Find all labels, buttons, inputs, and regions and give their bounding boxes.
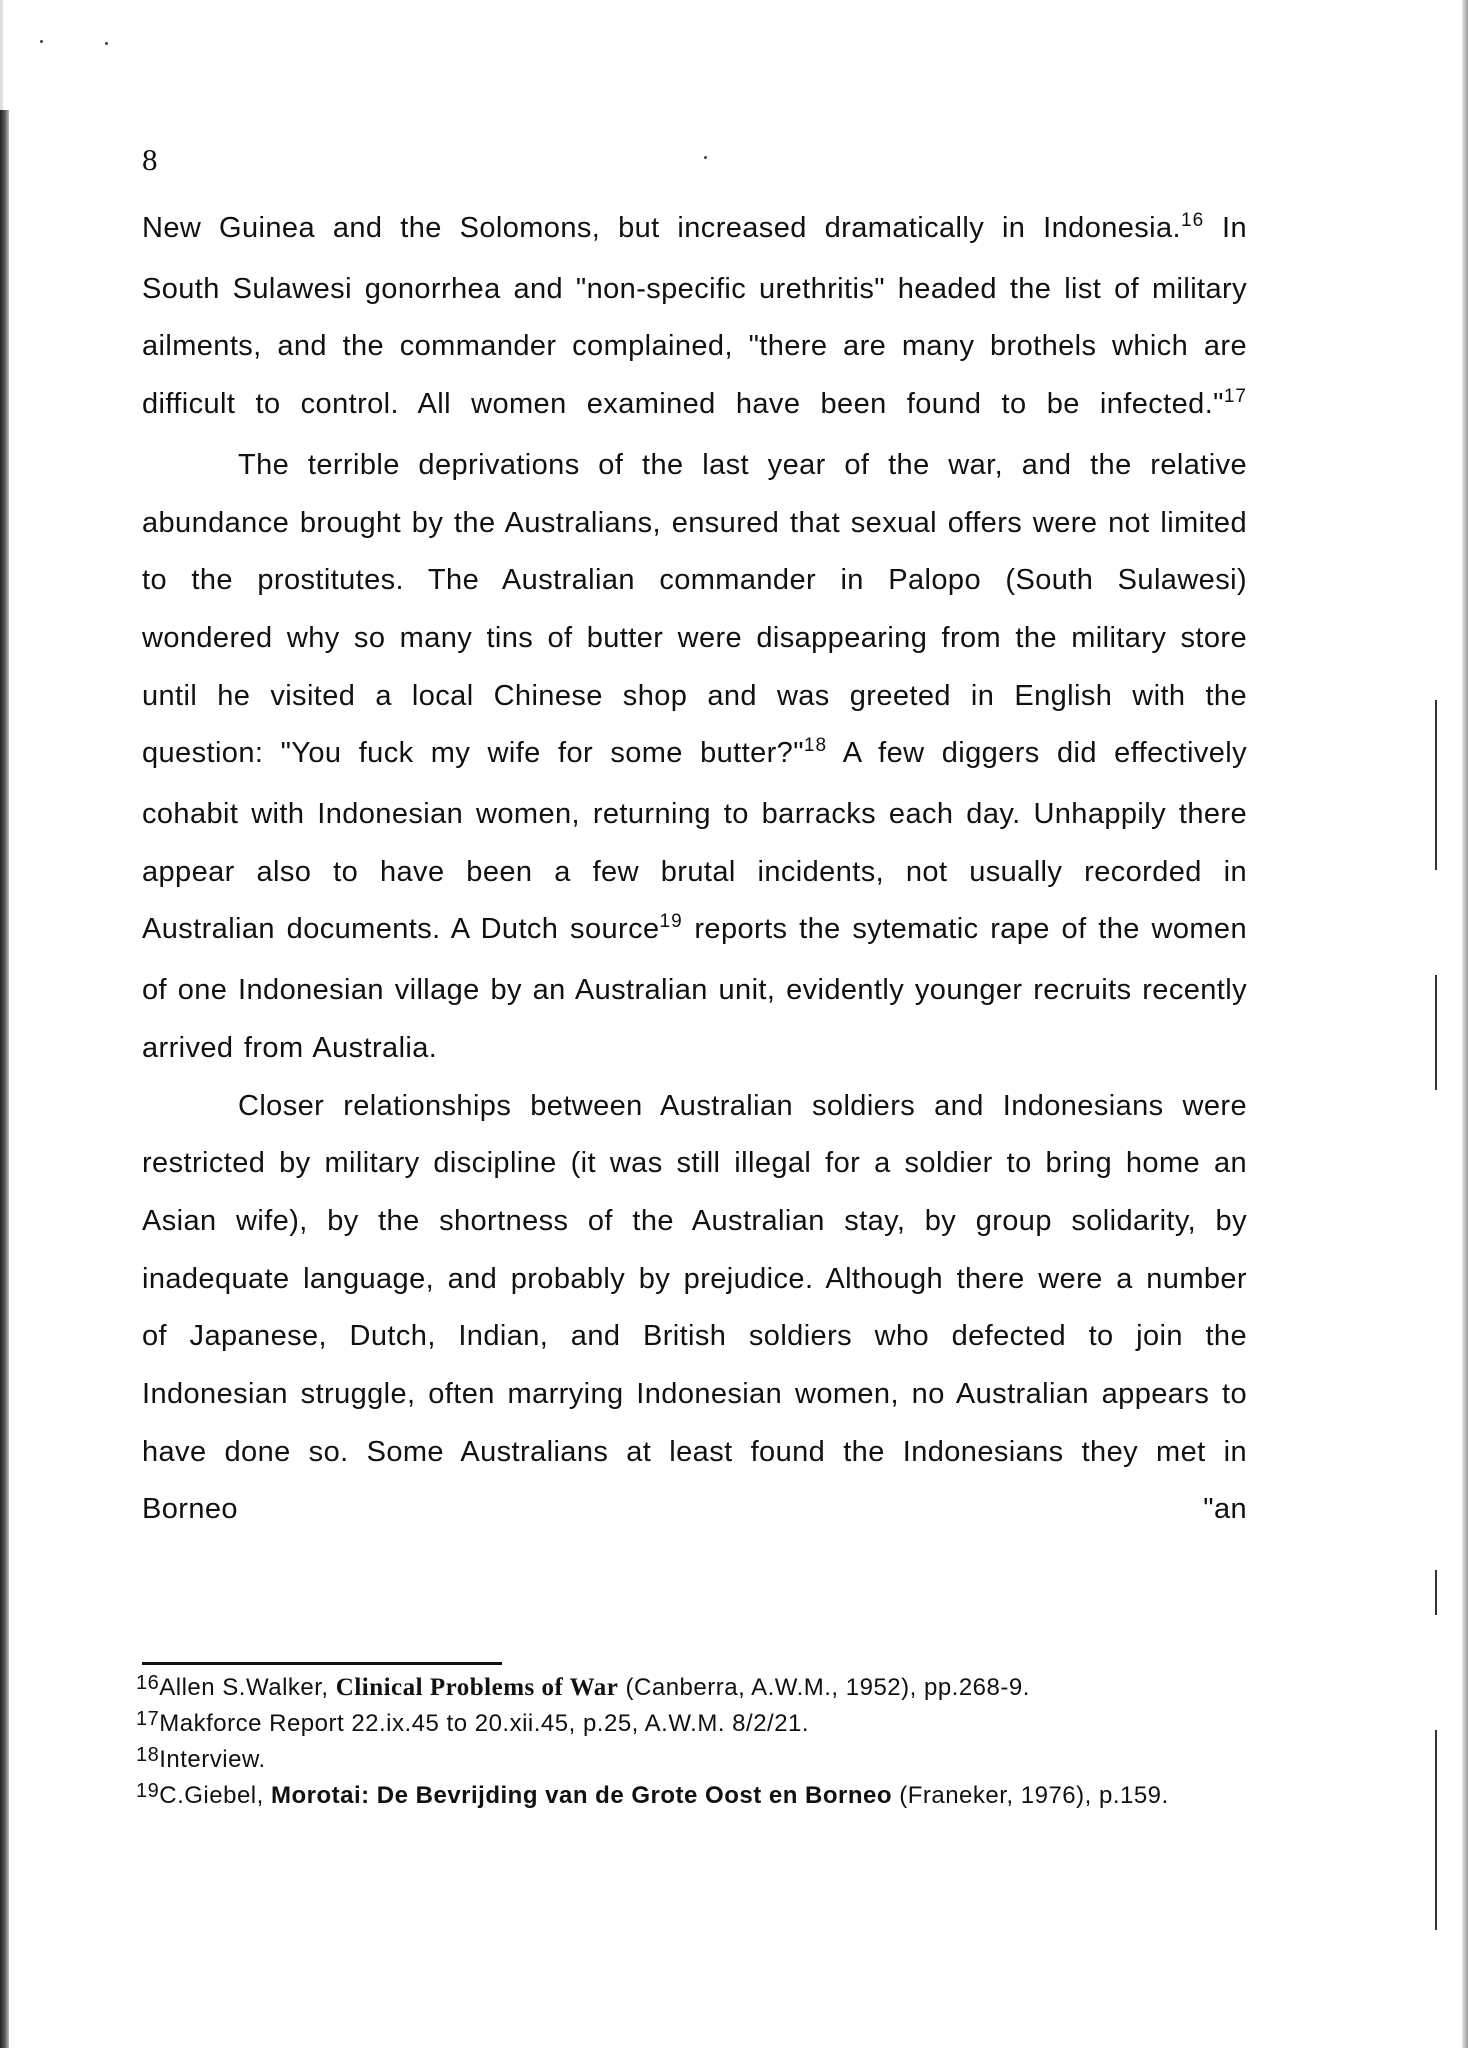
footnote-rule — [142, 1662, 502, 1665]
scan-edge-top — [0, 0, 3, 110]
footnote-title: Clinical Problems of War — [335, 1674, 619, 1701]
paragraph-1 — [142, 200, 1247, 437]
body-text-run: In South Sulawesi gonorrhea and "non-specific urethritis" headed the list of military ailments, and the commander complained, "there are many brothels which are difficult to control. All women examined have been found to be infected." — [142, 212, 1247, 421]
body-text — [142, 200, 1247, 1539]
scan-mark — [1435, 975, 1437, 1090]
body-text-run: New Guinea and the Solomons, but increased dramatically in Indonesia. — [142, 212, 1182, 244]
scan-mark — [1435, 1730, 1437, 1930]
footnote-title: Morotai: De Bevrijding van de Grote Oost en Borneo — [270, 1782, 893, 1809]
footnote-17 — [136, 1708, 1236, 1741]
body-text-run: reports the sytematic rape of the women of one Indonesian village by an Australian unit, evidently younger recruits recently arrived from Australia. — [142, 913, 1247, 1064]
footnote-ref: 18 — [803, 735, 828, 757]
page-number: 8 — [142, 142, 158, 177]
footnote-number: 18 — [136, 1744, 160, 1766]
footnote-number: 16 — [136, 1672, 160, 1694]
footnote-ref: 16 — [1181, 210, 1205, 231]
paragraph-2 — [142, 437, 1247, 1078]
body-text-run: Closer relationships between Australian soldiers and Indonesians were restricted by military discipline (it was still illegal for a soldier to bring home an Asian wife), by the shortness of the Australian stay, by group solidarity, by inadequate language, and probably by prejudice. Although there were a number of Japanese, Dutch, Indian, and British soldiers who defected to join the Indonesian struggle, often marrying Indonesian women, no Australian appears to have done so. Some Australians at least found the Indonesians they met in Borneo "an — [142, 1089, 1247, 1526]
scan-left-edge — [0, 110, 9, 2048]
footnote-ref: 17 — [1223, 386, 1247, 408]
footnote-text: (Canberra, A.W.M., 1952), pp.268-9. — [618, 1674, 1030, 1701]
footnotes — [136, 1672, 1236, 1816]
footnote-text: Allen S.Walker, — [159, 1674, 336, 1701]
scan-speck — [105, 42, 108, 45]
body-text-run: The terrible deprivations of the last year of the war, and the relative abundance brought by the Australians, ensured that sexual offers were not limited to the prostitutes. The Australian commander in Palopo (South Sulawesi) wondered why so many tins of butter were disappearing from the military store until he visited a local Chinese shop and was greeted in English with the question: "You fuck my wife for some butter?" — [142, 448, 1247, 770]
footnote-18 — [136, 1744, 1236, 1777]
body-text-run: A few diggers did effectively cohabit with Indonesian women, returning to barracks each day. Unhappily there appear also to have been a few brutal incidents, not usually recorded in Australian documents. A Dutch source — [142, 737, 1247, 946]
footnote-number: 17 — [136, 1708, 160, 1730]
footnote-text: Makforce Report 22.ix.45 to 20.xii.45, p.25, A.W.M. 8/2/21. — [159, 1710, 810, 1737]
footnote-ref: 19 — [659, 911, 683, 933]
footnote-text: C.Giebel, — [159, 1782, 271, 1809]
scan-speck — [704, 156, 707, 159]
footnote-text: Interview. — [159, 1746, 266, 1773]
footnote-number: 19 — [136, 1780, 160, 1802]
footnote-19 — [136, 1780, 1236, 1813]
scan-speck — [40, 40, 43, 43]
paragraph-3 — [142, 1078, 1247, 1540]
footnote-text: (Franeker, 1976), p.159. — [892, 1782, 1169, 1809]
scan-right-edge — [1462, 0, 1468, 2048]
scan-mark — [1435, 700, 1437, 870]
footnote-16 — [136, 1672, 1236, 1705]
scan-mark — [1435, 1570, 1437, 1615]
